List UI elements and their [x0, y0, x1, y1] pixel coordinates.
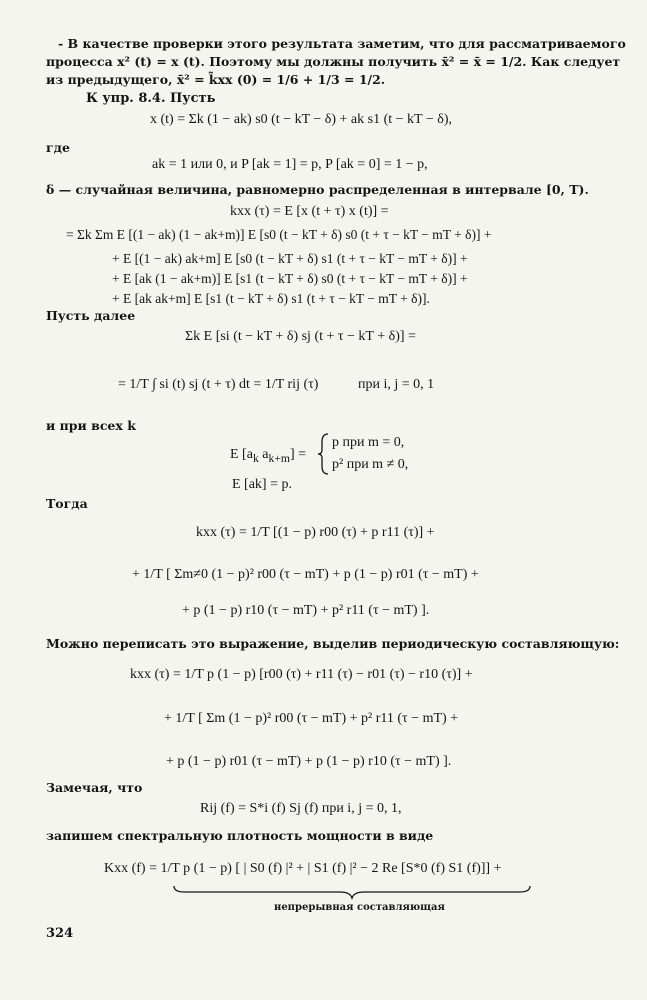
- equation-expect-aa-label: E [$a_k$ $a_{k+m}$] =: [230, 447, 307, 465]
- equation-kxx-periodic-3: + p (1 − p) r01 (τ − mT) + p (1 − p) r10 (τ − mT) ].: [166, 754, 452, 769]
- equation-k-expansion-4: + E [ak ak+m] E [s1 (t − kT + δ) s1 (t + τ − kT − mT + δ)].: [112, 291, 430, 306]
- equation-kxx-periodic-2: + 1/T [ Σm (1 − p)² r00 (τ − mT) + p² r11 (τ − mT) +: [164, 711, 459, 726]
- equation-case-m-zero: p при m = 0,: [332, 435, 405, 450]
- text-then: Тогда: [46, 496, 88, 511]
- equation-case-m-nonzero: p² при m ≠ 0,: [332, 457, 409, 472]
- page-number: 324: [46, 926, 74, 941]
- equation-psd: Kxx (f) = 1/T p (1 − p) [ | S0 (f) |² + | S1 (f) |² − 2 Re [S*0 (f) S1 (f)]] +: [104, 861, 502, 876]
- equation-expect-a: E [ak] = p.: [232, 477, 292, 492]
- text-noting: Замечая, что: [46, 780, 143, 795]
- equation-kxx-3: + p (1 − p) r10 (τ − mT) + p² r11 (τ − mT) ].: [182, 603, 430, 618]
- text-delta-uniform: δ — случайная величина, равномерно распределенная в интервале [0, T).: [46, 182, 589, 197]
- equation-x-t: x (t) = Σk (1 − ak) s0 (t − kT − δ) + ak s1 (t − kT − δ),: [150, 112, 452, 127]
- equation-integral: = 1/T ∫ si (t) sj (t + τ) dt = 1/T rij (τ): [118, 377, 319, 392]
- equation-k-expansion-3: + E [ak (1 − ak+m)] E [s1 (t − kT + δ) s0 (t + τ − kT − mT + δ)] +: [112, 271, 468, 286]
- text-for-all-k: и при всех k: [46, 418, 136, 433]
- text-rewrite: Можно переписать это выражение, выделив периодическую составляющую:: [46, 636, 620, 651]
- exercise-heading: К упр. 8.4. Пусть: [86, 91, 216, 106]
- equation-sum-expectation: Σk E [si (t − kT + δ) sj (t + τ − kT + δ)] =: [185, 329, 416, 344]
- equation-integral-condition: при i, j = 0, 1: [358, 377, 435, 392]
- text-line-check-1: - В качестве проверки этого результата заметим, что для рассматриваемого: [58, 36, 626, 51]
- equation-cross-spectrum: Rij (f) = S*i (f) Sj (f) при i, j = 0, 1,: [200, 801, 402, 816]
- text-line-check-2: процесса x² (t) = x (t). Поэтому мы должны получить x̄² = x̄ = 1/2. Как следует: [46, 54, 621, 69]
- equation-a-probability: ak = 1 или 0, и P [ak = 1] = p, P [ak = 0] = 1 − p,: [152, 157, 428, 172]
- text-where: где: [46, 140, 70, 155]
- text-further: Пусть далее: [46, 308, 136, 323]
- text-line-check-3: из предыдущего, x̄² = k̃xx (0) = 1/6 + 1/3 = 1/2.: [46, 72, 386, 87]
- underbrace: [172, 884, 532, 900]
- equation-k-definition: kxx (τ) = E [x (t + τ) x (t)] =: [230, 204, 389, 219]
- piecewise-brace: [316, 432, 330, 476]
- equation-kxx-periodic-1: kxx (τ) = 1/T p (1 − p) [r00 (τ) + r11 (τ) − r01 (τ) − r10 (τ)] +: [130, 667, 473, 682]
- equation-k-expansion-1: = Σk Σm E [(1 − ak) (1 − ak+m)] E [s0 (t − kT + δ) s0 (t + τ − kT − mT + δ)] +: [66, 227, 492, 242]
- text-write-psd: запишем спектральную плотность мощности в виде: [46, 828, 434, 843]
- underbrace-label: непрерывная составляющая: [274, 902, 445, 913]
- equation-kxx-1: kxx (τ) = 1/T [(1 − p) r00 (τ) + p r11 (τ)] +: [196, 525, 435, 540]
- equation-k-expansion-2: + E [(1 − ak) ak+m] E [s0 (t − kT + δ) s1 (t + τ − kT − mT + δ)] +: [112, 251, 468, 266]
- equation-kxx-2: + 1/T [ Σm≠0 (1 − p)² r00 (τ − mT) + p (1 − p) r01 (τ − mT) +: [132, 567, 479, 582]
